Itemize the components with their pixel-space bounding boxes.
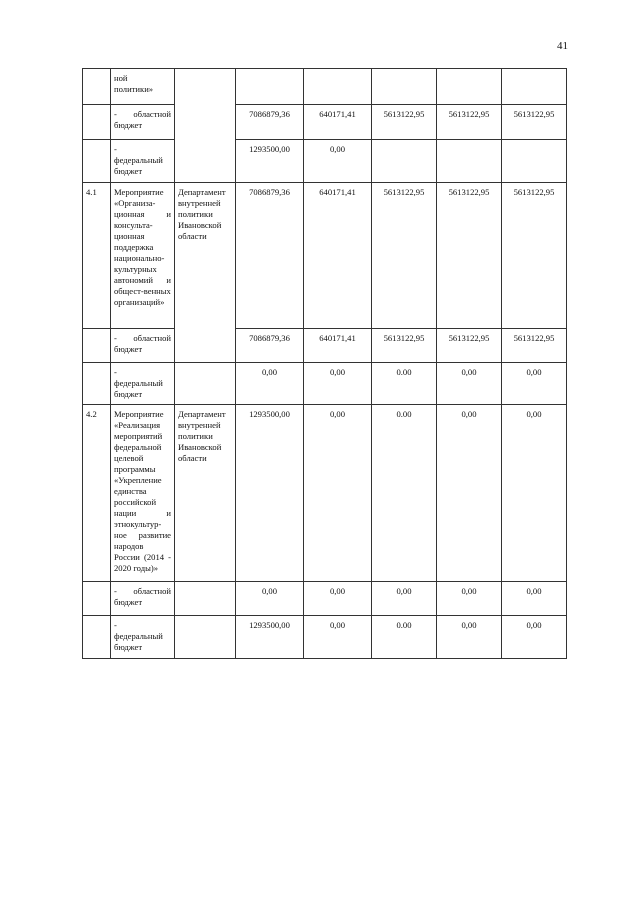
value-cell: 5613122,95 bbox=[372, 329, 437, 363]
value-cell: 7086879,36 bbox=[236, 105, 304, 140]
row-description: - федеральный бюджет bbox=[111, 363, 175, 405]
table-row bbox=[83, 183, 567, 329]
value-cell: 0.00 bbox=[372, 616, 437, 659]
value-cell: 640171,41 bbox=[304, 329, 372, 363]
table-row bbox=[83, 582, 567, 616]
value-cell: 1293500,00 bbox=[236, 405, 304, 582]
value-cell: 0,00 bbox=[236, 363, 304, 405]
row-description: - областной бюджет bbox=[111, 105, 175, 140]
value-cell: 5613122,95 bbox=[502, 183, 567, 329]
row-description: - федеральный бюджет bbox=[111, 616, 175, 659]
value-cell: 0,00 bbox=[304, 363, 372, 405]
value-cell: 5613122,95 bbox=[502, 105, 567, 140]
value-cell: 0,00 bbox=[437, 616, 502, 659]
table-row bbox=[83, 140, 567, 183]
value-cell: 640171,41 bbox=[304, 105, 372, 140]
value-cell: 0,00 bbox=[236, 582, 304, 616]
row-responsible: Департамент внутренней политики Ивановской области bbox=[175, 405, 236, 582]
table-row bbox=[83, 105, 567, 140]
value-cell: 0,00 bbox=[304, 140, 372, 183]
value-cell: 0,00 bbox=[437, 363, 502, 405]
row-description: Мероприятие «Реализация мероприятий федеральной целевой программы «Укрепление единства российской нации и этнокультур-ное развитие народов России (2014 - 2020 годы)» bbox=[111, 405, 175, 582]
value-cell: 0,00 bbox=[502, 616, 567, 659]
value-cell: 0,00 bbox=[304, 405, 372, 582]
row-description: - федеральный бюджет bbox=[111, 140, 175, 183]
table-row bbox=[83, 69, 567, 105]
value-cell: 0,00 bbox=[502, 582, 567, 616]
row-index: 4.1 bbox=[83, 183, 111, 329]
value-cell: 1293500,00 bbox=[236, 616, 304, 659]
table-row bbox=[83, 363, 567, 405]
value-cell: 0,00 bbox=[372, 582, 437, 616]
value-cell: 5613122,95 bbox=[502, 329, 567, 363]
row-responsible: Департамент внутренней политики Ивановской области bbox=[175, 183, 236, 363]
value-cell: 0,00 bbox=[304, 582, 372, 616]
value-cell: 0,00 bbox=[502, 405, 567, 582]
row-description: ной политики» bbox=[111, 69, 175, 105]
value-cell: 0.00 bbox=[372, 363, 437, 405]
value-cell: 7086879,36 bbox=[236, 183, 304, 329]
value-cell: 5613122,95 bbox=[437, 105, 502, 140]
row-description: - областной бюджет bbox=[111, 582, 175, 616]
row-index: 4.2 bbox=[83, 405, 111, 582]
value-cell: 1293500,00 bbox=[236, 140, 304, 183]
value-cell: 640171,41 bbox=[304, 183, 372, 329]
value-cell: 5613122,95 bbox=[372, 105, 437, 140]
value-cell: 0,00 bbox=[437, 582, 502, 616]
value-cell: 0,00 bbox=[437, 405, 502, 582]
value-cell: 0,00 bbox=[304, 616, 372, 659]
table-row bbox=[83, 616, 567, 659]
value-cell: 7086879,36 bbox=[236, 329, 304, 363]
value-cell: 0,00 bbox=[502, 363, 567, 405]
table-row bbox=[83, 405, 567, 582]
row-description: - областной бюджет bbox=[111, 329, 175, 363]
row-responsible bbox=[175, 69, 236, 183]
budget-table bbox=[82, 68, 567, 659]
row-index bbox=[83, 69, 111, 105]
table-row bbox=[83, 329, 567, 363]
row-description: Мероприятие «Организа-ционная и консульта-ционная поддержка национально-культурных автономий и общест-венных организаций» bbox=[111, 183, 175, 329]
value-cell: 5613122,95 bbox=[437, 183, 502, 329]
value-cell: 0.00 bbox=[372, 405, 437, 582]
value-cell: 5613122,95 bbox=[372, 183, 437, 329]
page-number: 41 bbox=[557, 40, 568, 52]
value-cell: 5613122,95 bbox=[437, 329, 502, 363]
